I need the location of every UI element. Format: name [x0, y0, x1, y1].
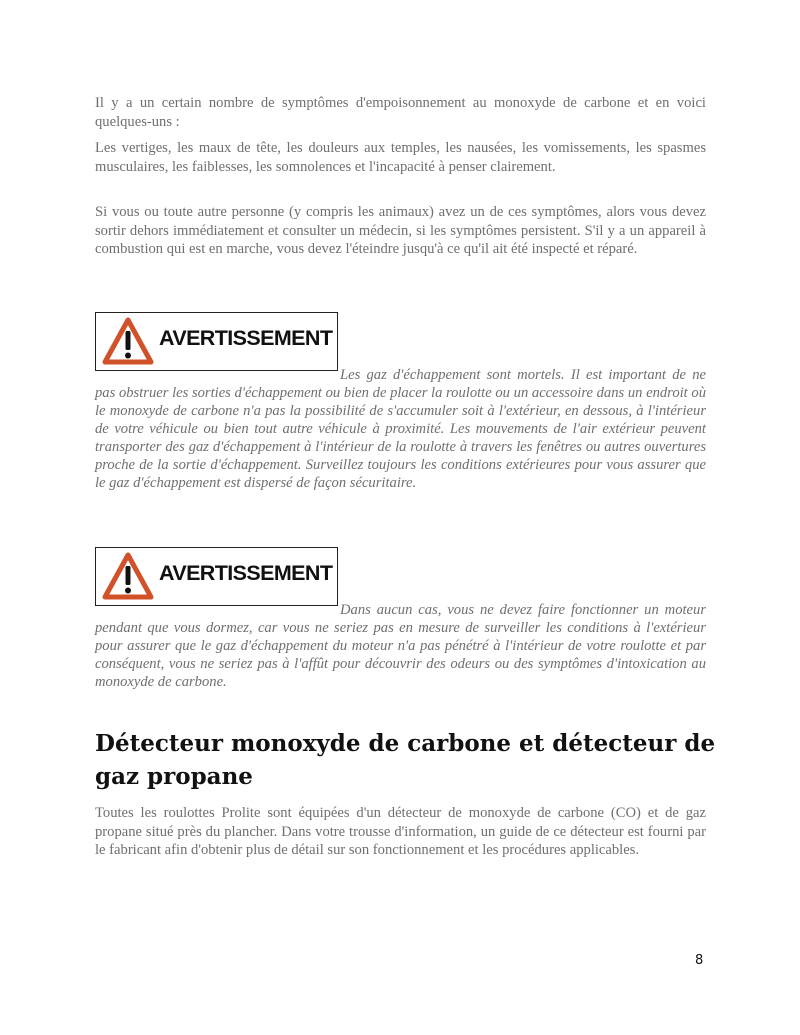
- warning-triangle-icon: [102, 552, 154, 600]
- paragraph-detector: Toutes les roulottes Prolite sont équipées d'un détecteur de monoxyde de carbone (CO) et de gaz propane situé près du plancher. Dans votre trousse d'information, un guide de ce détecteur est fourni par le fabricant afin d'obtenir plus de détail sur son fonctionnement et les procédures applicables.: [95, 805, 706, 858]
- warning-text-2-content: Dans aucun cas, vous ne devez faire fonctionner un moteur pendant que vous dormez, car vous ne seriez pas en mesure de surveiller les conditions à l'extérieur pour assurer que le gaz d'échappement du moteur n'a pas pénétré à l'intérieur de votre roulotte et par conséquent, vous ne seriez pas à l'affût pour découvrir des odeurs ou des symptômes d'intoxication au monoxyde de carbone.: [95, 602, 706, 690]
- page-number: 8: [695, 953, 704, 968]
- warning-label: AVERTISSEMENT: [159, 561, 333, 585]
- paragraph-symptoms-intro: Il y a un certain nombre de symptômes d'empoisonnement au monoxyde de carbone et en voici quelques-uns :: [95, 95, 706, 130]
- warning-banner-1: [95, 312, 338, 371]
- warning-label: AVERTISSEMENT: [159, 326, 333, 350]
- paragraph-symptoms-list: Les vertiges, les maux de tête, les douleurs aux temples, les nausées, les vomissements, les spasmes musculaires, les faiblesses, les somnolences et l'incapacité à penser clairement.: [95, 140, 706, 175]
- warning-triangle-icon: [102, 317, 154, 365]
- warning-banner-2: [95, 547, 338, 606]
- warning-text-1: [95, 366, 706, 492]
- paragraph-symptoms-action: Si vous ou toute autre personne (y compris les animaux) avez un de ces symptômes, alors vous devez sortir dehors immédiatement et consulter un médecin, si les symptômes persistent. S'il y a un appareil à combustion qui est en marche, vous devez l'éteindre jusqu'à ce qu'il ait été inspecté et réparé.: [95, 204, 706, 257]
- section-heading: Détecteur monoxyde de carbone et détecteur de gaz propane: [95, 730, 716, 790]
- warning-text-1-content: Les gaz d'échappement sont mortels. Il est important de ne pas obstruer les sorties d'échappement ou bien de placer la roulotte ou un accessoire dans un endroit où le monoxyde de carbone n'a pas la possibilité de s'accumuler soit à l'extérieur, en dessous, à l'intérieur de votre véhicule ou bien tout autre véhicule à proximité. Les mouvements de l'air extérieur peuvent transporter des gaz d'échappement à l'intérieur de la roulotte à travers les fenêtres ou autres ouvertures proche de la sortie d'échappement. Surveillez toujours les conditions extérieures pour vous assurer que le gaz d'échappement est dispersé de façon sécuritaire.: [95, 367, 706, 491]
- warning-text-2: [95, 601, 706, 691]
